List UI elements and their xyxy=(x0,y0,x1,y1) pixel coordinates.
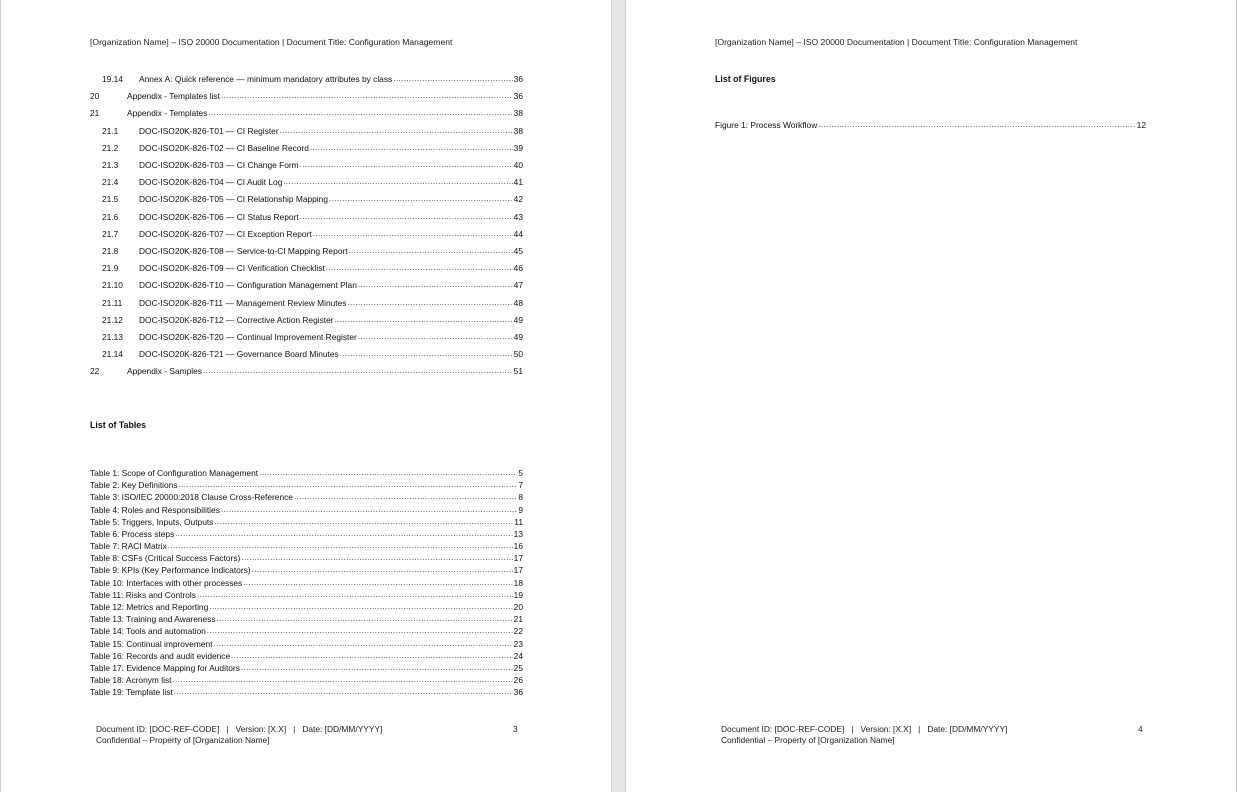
dot-leader xyxy=(300,212,513,222)
toc-entry[interactable] xyxy=(102,330,523,342)
table-list-entry[interactable] xyxy=(90,600,523,612)
entry-page-number: 44 xyxy=(513,228,523,239)
entry-number: 20 xyxy=(90,91,100,102)
entry-title: Table 11: Risks and Controls xyxy=(90,589,196,600)
entry-title: Table 17: Evidence Mapping for Auditors xyxy=(90,662,240,673)
dot-leader xyxy=(208,108,512,118)
document-page-3 xyxy=(0,0,612,792)
entry-title: DOC-ISO20K-826-T05 — CI Relationship Mapping xyxy=(139,194,328,205)
entry-title: DOC-ISO20K-826-T07 — CI Exception Report xyxy=(139,228,312,239)
page-footer xyxy=(96,724,382,746)
dot-leader xyxy=(358,332,513,342)
entry-number: 21.11 xyxy=(102,297,123,308)
entry-page-number: 24 xyxy=(513,650,523,661)
entry-page-number: 38 xyxy=(513,125,523,136)
entry-page-number: 50 xyxy=(513,349,523,360)
entry-title: Table 3: ISO/IEC 20000:2018 Clause Cross-Reference xyxy=(90,492,293,503)
entry-title: Table 1: Scope of Configuration Management xyxy=(90,468,259,478)
toc-entry[interactable] xyxy=(102,175,523,187)
entry-page-number: 41 xyxy=(513,177,523,188)
entry-title: DOC-ISO20K-826-T20 — Continual Improvement Register xyxy=(139,332,357,342)
toc-entry[interactable] xyxy=(102,313,523,325)
entry-title: Annex A: Quick reference — minimum mandatory attributes by class xyxy=(139,74,393,84)
entry-number: 21.8 xyxy=(102,246,119,256)
entry-title: DOC-ISO20K-826-T02 — CI Baseline Record xyxy=(139,142,309,153)
entry-page-number: 36 xyxy=(513,74,523,84)
table-list-entry[interactable] xyxy=(90,576,523,588)
table-list-entry[interactable] xyxy=(90,624,523,636)
page-number: 3 xyxy=(513,724,518,734)
entry-page-number: 17 xyxy=(513,565,523,576)
entry-page-number: 36 xyxy=(513,687,523,698)
entry-number: 21.1 xyxy=(102,125,119,136)
entry-page-number: 47 xyxy=(513,280,523,291)
entry-page-number: 51 xyxy=(513,366,523,377)
dot-leader xyxy=(393,74,512,84)
entry-page-number: 36 xyxy=(513,91,523,102)
toc-entry[interactable] xyxy=(102,124,523,136)
entry-page-number: 13 xyxy=(513,528,523,539)
entry-number: 21.2 xyxy=(102,142,119,153)
entry-title: Table 15: Continual improvement xyxy=(90,638,213,649)
footer-confidential: Confidential – Property of [Organization Name] xyxy=(96,735,270,745)
entry-title: Table 4: Roles and Responsibilities xyxy=(90,504,220,515)
entry-number: 21.7 xyxy=(102,228,119,239)
entry-page-number: 43 xyxy=(513,211,523,222)
entry-number: 22 xyxy=(90,366,100,377)
entry-title: DOC-ISO20K-826-T03 — CI Change Form xyxy=(139,160,299,170)
toc-entry[interactable] xyxy=(90,89,523,101)
entry-page-number: 8 xyxy=(518,492,523,503)
page-header: [Organization Name] – ISO 20000 Documentation | Document Title: Configuration Management xyxy=(715,37,1078,47)
table-list-entry[interactable] xyxy=(90,551,523,563)
toc-entry[interactable] xyxy=(102,72,523,84)
entry-page-number: 11 xyxy=(514,516,523,527)
entry-title: DOC-ISO20K-826-T01 — CI Register xyxy=(139,125,279,136)
entry-page-number: 49 xyxy=(513,332,523,342)
table-list-entry[interactable] xyxy=(90,661,523,673)
entry-page-number: 9 xyxy=(518,504,523,515)
dot-leader xyxy=(326,263,513,273)
entry-page-number: 40 xyxy=(513,160,523,170)
entry-number: 21.3 xyxy=(102,160,119,170)
entry-page-number: 26 xyxy=(513,675,523,686)
entry-number: 21.14 xyxy=(102,349,123,360)
toc-entry[interactable] xyxy=(102,192,523,204)
entry-title: Appendix - Templates list xyxy=(127,91,220,102)
entry-title: DOC-ISO20K-826-T11 — Management Review Minutes xyxy=(139,297,347,308)
entry-page-number: 23 xyxy=(513,638,523,649)
entry-title: Table 18: Acronym list xyxy=(90,675,172,686)
entry-page-number: 7 xyxy=(518,480,523,491)
entry-page-number: 45 xyxy=(513,246,523,256)
entry-number: 21.12 xyxy=(102,314,123,325)
entry-page-number: 20 xyxy=(513,601,523,612)
table-list-entry[interactable] xyxy=(90,673,523,685)
figure-list-entry[interactable] xyxy=(715,118,1146,130)
dot-leader xyxy=(207,626,513,636)
dot-leader xyxy=(252,565,513,575)
dot-leader xyxy=(214,517,513,527)
toc-entry[interactable] xyxy=(102,141,523,153)
toc-entry[interactable] xyxy=(102,296,523,308)
table-list-entry[interactable] xyxy=(90,539,523,551)
entry-page-number: 16 xyxy=(513,541,523,552)
table-list-entry[interactable] xyxy=(90,527,523,539)
table-list-entry[interactable] xyxy=(90,563,523,575)
toc-entry[interactable] xyxy=(102,210,523,222)
dot-leader xyxy=(313,229,513,239)
dot-leader xyxy=(209,602,512,612)
entry-page-number: 21 xyxy=(513,614,523,625)
entry-title: Appendix - Samples xyxy=(127,366,202,377)
list-of-tables-heading: List of Tables xyxy=(90,420,147,430)
entry-title: DOC-ISO20K-826-T06 — CI Status Report xyxy=(139,211,299,222)
entry-page-number: 48 xyxy=(513,297,523,308)
table-list-entry[interactable] xyxy=(90,685,523,697)
entry-number: 21.5 xyxy=(102,194,119,205)
dot-leader xyxy=(329,194,513,204)
entry-page-number: 49 xyxy=(513,314,523,325)
dot-leader xyxy=(347,298,512,308)
dot-leader xyxy=(213,639,512,649)
dot-leader xyxy=(335,315,513,325)
toc-entry[interactable] xyxy=(102,244,523,256)
dot-leader xyxy=(221,505,517,515)
dot-leader xyxy=(294,492,517,502)
entry-title: Table 13: Training and Awareness xyxy=(90,614,216,625)
dot-leader xyxy=(175,529,512,539)
entry-title: DOC-ISO20K-826-T09 — CI Verification Checklist xyxy=(139,263,325,274)
table-list-entry[interactable] xyxy=(90,466,523,478)
table-list-entry[interactable] xyxy=(90,490,523,502)
entry-number: 21.10 xyxy=(102,280,123,291)
dot-leader xyxy=(241,663,513,673)
entry-page-number: 42 xyxy=(513,194,523,205)
dot-leader xyxy=(340,349,513,359)
table-list-entry[interactable] xyxy=(90,503,523,515)
entry-number: 21.9 xyxy=(102,263,119,274)
dot-leader xyxy=(197,590,513,600)
entry-page-number: 12 xyxy=(1136,120,1146,130)
entry-title: Table 16: Records and audit evidence xyxy=(90,650,231,661)
entry-title: Table 2: Key Definitions xyxy=(90,480,178,491)
entry-page-number: 22 xyxy=(513,626,523,637)
dot-leader xyxy=(280,126,513,136)
entry-number: 21.4 xyxy=(102,177,119,188)
dot-leader xyxy=(283,177,512,187)
entry-page-number: 46 xyxy=(513,263,523,274)
entry-title: Table 6: Process steps xyxy=(90,528,175,539)
dot-leader xyxy=(168,541,513,551)
table-list-entry[interactable] xyxy=(90,515,523,527)
toc-entry[interactable] xyxy=(102,158,523,170)
entry-page-number: 25 xyxy=(513,662,523,673)
dot-leader xyxy=(259,468,517,478)
footer-document-info: Document ID: [DOC-REF-CODE] | Version: [X.X] | Date: [DD/MM/YYYY] xyxy=(721,724,1008,734)
toc-entry[interactable] xyxy=(102,227,523,239)
entry-number: 21 xyxy=(90,108,100,119)
entry-title: Table 19: Template list xyxy=(90,687,173,698)
dot-leader xyxy=(818,120,1135,130)
entry-title: Table 10: Interfaces with other processes xyxy=(90,577,243,588)
dot-leader xyxy=(203,366,513,376)
entry-title: Figure 1: Process Workflow xyxy=(715,120,818,130)
entry-title: Table 7: RACI Matrix xyxy=(90,541,167,552)
footer-document-info: Document ID: [DOC-REF-CODE] | Version: [X.X] | Date: [DD/MM/YYYY] xyxy=(96,724,383,734)
dot-leader xyxy=(179,480,518,490)
entry-page-number: 39 xyxy=(513,142,523,153)
list-of-figures-heading: List of Figures xyxy=(715,74,776,84)
dot-leader xyxy=(217,614,513,624)
table-list-entry[interactable] xyxy=(90,612,523,624)
entry-title: Table 5: Triggers, Inputs, Outputs xyxy=(90,516,214,527)
entry-title: DOC-ISO20K-826-T04 — CI Audit Log xyxy=(139,177,283,188)
document-page-4 xyxy=(625,0,1237,792)
page-header: [Organization Name] – ISO 20000 Documentation | Document Title: Configuration Management xyxy=(90,37,453,47)
dot-leader xyxy=(349,246,513,256)
entry-page-number: 38 xyxy=(513,108,523,119)
entry-title: Table 8: CSFs (Critical Success Factors) xyxy=(90,553,241,564)
dot-leader xyxy=(243,578,512,588)
dot-leader xyxy=(310,143,513,153)
table-list-entry[interactable] xyxy=(90,649,523,661)
dot-leader xyxy=(241,553,512,563)
entry-title: Table 9: KPIs (Key Performance Indicators) xyxy=(90,565,251,576)
entry-title: Appendix - Templates xyxy=(127,108,208,119)
toc-entry[interactable] xyxy=(102,261,523,273)
page-number: 4 xyxy=(1138,724,1143,734)
dot-leader xyxy=(221,91,513,101)
toc-entry[interactable] xyxy=(90,364,523,376)
entry-title: Table 14: Tools and automation xyxy=(90,626,206,637)
entry-number: 21.6 xyxy=(102,211,119,222)
entry-title: DOC-ISO20K-826-T08 — Service-to-CI Mapping Report xyxy=(139,246,348,256)
entry-page-number: 19 xyxy=(513,589,523,600)
dot-leader xyxy=(231,651,513,661)
table-list-entry[interactable] xyxy=(90,588,523,600)
toc-entry[interactable] xyxy=(102,278,523,290)
entry-title: Table 12: Metrics and Reporting xyxy=(90,601,209,612)
entry-title: DOC-ISO20K-826-T21 — Governance Board Minutes xyxy=(139,349,339,360)
entry-page-number: 17 xyxy=(513,553,523,564)
table-list-entry[interactable] xyxy=(90,637,523,649)
dot-leader xyxy=(174,687,513,697)
table-list-entry[interactable] xyxy=(90,478,523,490)
dot-leader xyxy=(172,675,512,685)
entry-number: 19.14 xyxy=(102,74,123,84)
entry-number: 21.13 xyxy=(102,332,123,342)
dot-leader xyxy=(300,160,513,170)
entry-title: DOC-ISO20K-826-T10 — Configuration Management Plan xyxy=(139,280,357,291)
dot-leader xyxy=(358,280,513,290)
toc-entry[interactable] xyxy=(102,347,523,359)
entry-page-number: 18 xyxy=(513,577,523,588)
toc-entry[interactable] xyxy=(90,106,523,118)
entry-title: DOC-ISO20K-826-T12 — Corrective Action Register xyxy=(139,314,334,325)
page-footer xyxy=(721,724,1007,746)
entry-page-number: 5 xyxy=(518,468,523,478)
footer-confidential: Confidential – Property of [Organization Name] xyxy=(721,735,895,745)
